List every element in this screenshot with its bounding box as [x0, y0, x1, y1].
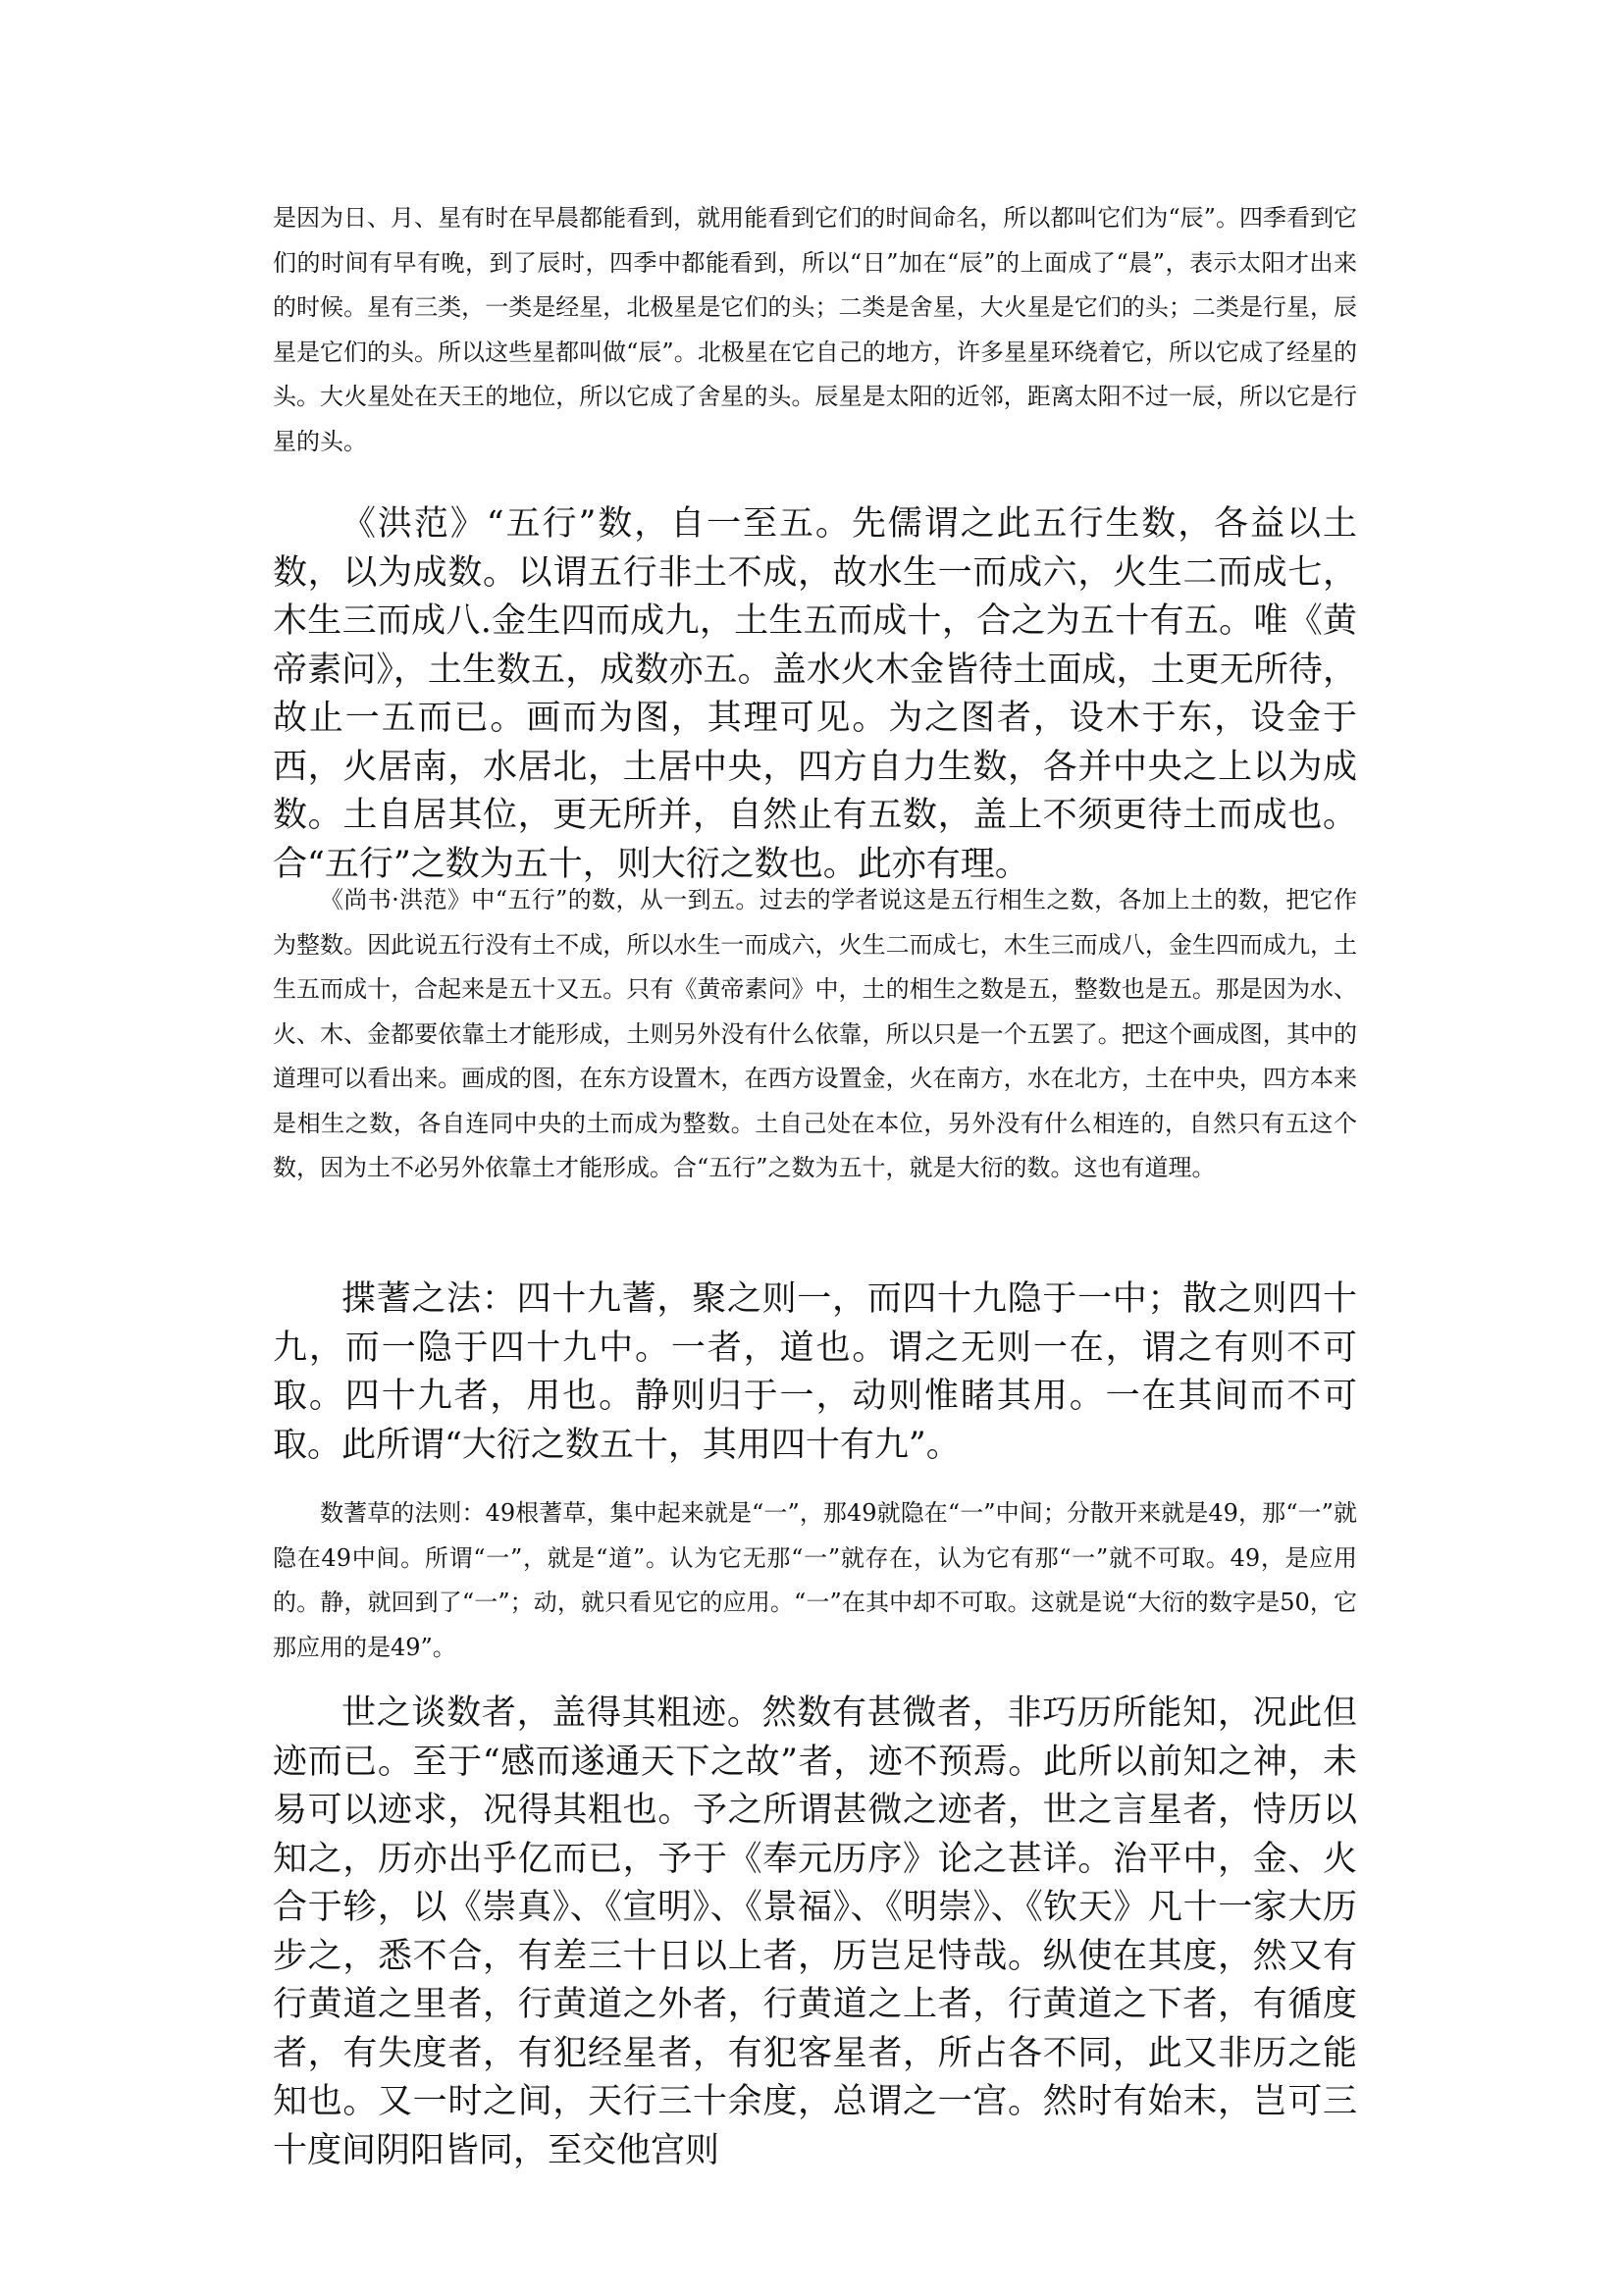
translation-paragraph-2: 《尚书·洪范》中“五行”的数，从一到五。过去的学者说这是五行相生之数，各加上土的数，把它作为整数。因此说五行没有土不成，所以水生一而成六，火生二而成七，木生三而成八，金生四而成九，土生五而成十，合起来是五十又五。只有《黄帝素问》中，土的相生之数是五，整数也是五。那是因为水、火、木、金都要依靠土才能形成，土则另外没有什么依靠，所以只是一个五罢了。把这个画成图，其中的道理可以看出来。画成的图，在东方设置木，在西方设置金，火在南方，水在北方，土在中央，四方本来是相生之数，各自连同中央的土而成为整数。土自己处在本位，另外没有什么相连的，自然只有五这个数，因为土不必另外依靠土才能形成。合“五行”之数为五十，就是大衍的数。这也有道理。 — [273, 886, 1357, 1181]
translation-paragraph-3: 数蓍草的法则：49根蓍草，集中起来就是“一”，那49就隐在“一”中间；分散开来就是49，那“一”就隐在49中间。所谓“一”，就是“道”。认为它无那“一”就存在，认为它有那“一”就不可取。49，是应用的。静，就回到了“一”；动，就只看见它的应用。“一”在其中却不可取。这就是说“大衍的数字是50，它那应用的是49”。 — [273, 1499, 1357, 1661]
original-paragraph-1: 《洪范》“五行”数，自一至五。先儒谓之此五行生数，各益以土数，以为成数。以谓五行非土不成，故水生一而成六，火生二而成七，木生三而成八.金生四而成九，土生五而成十，合之为五十有五。唯《黄帝素问》，土生数五，成数亦五。盖水火木金皆待土面成，土更无所待，故止一五而已。画而为图，其理可见。为之图者，设木于东，设金于西，火居南，水居北，土居中央，四方自力生数，各并中央之上以为成数。土自居其位，更无所并，自然止有五数，盖上不须更待土而成也。合“五行”之数为五十，则大衍之数也。此亦有理。 — [273, 504, 1357, 884]
original-paragraph-2: 揲蓍之法：四十九蓍，聚之则一，而四十九隐于一中；散之则四十九，而一隐于四十九中。一者，道也。谓之无则一在，谓之有则不可取。四十九者，用也。静则归于一，动则惟睹其用。一在其间而不可取。此所谓“大衍之数五十，其用四十有九”。 — [273, 1279, 1357, 1465]
translation-paragraph-1: 是因为日、月、星有时在早晨都能看到，就用能看到它们的时间命名，所以都叫它们为“辰”。四季看到它们的时间有早有晚，到了辰时，四季中都能看到，所以“日”加在“辰”的上面成了“晨”，表示太阳才出来的时候。星有三类，一类是经星，北极星是它们的头；二类是舍星，大火星是它们的头；二类是行星，辰星是它们的头。所以这些星都叫做“辰”。北极星在它自己的地方，许多星星环绕着它，所以它成了经星的头。大火星处在天王的地位，所以它成了舍星的头。辰星是太阳的近邻，距离太阳不过一辰，所以它是行星的头。 — [273, 204, 1357, 455]
original-paragraph-3: 世之谈数者，盖得其粗迹。然数有甚微者，非巧历所能知，况此但迹而已。至于“感而遂通天下之故”者，迹不预焉。此所以前知之神，未易可以迹求，况得其粗也。予之所谓甚微之迹者，世之言星者，恃历以知之，历亦出乎亿而已，予于《奉元历序》论之甚详。治平中，金、火合于轸，以《崇真》、《宣明》、《景福》、《明崇》、《钦天》凡十一家大历步之，悉不合，有差三十日以上者，历岂足恃哉。纵使在其度，然又有行黄道之里者，行黄道之外者，行黄道之上者，行黄道之下者，有循度者，有失度者，有犯经星者，有犯客星者，所占各不同，此又非历之能知也。又一时之间，天行三十余度，总谓之一宫。然时有始末，岂可三十度间阴阳皆同，至交他宫则 — [273, 1694, 1357, 2170]
